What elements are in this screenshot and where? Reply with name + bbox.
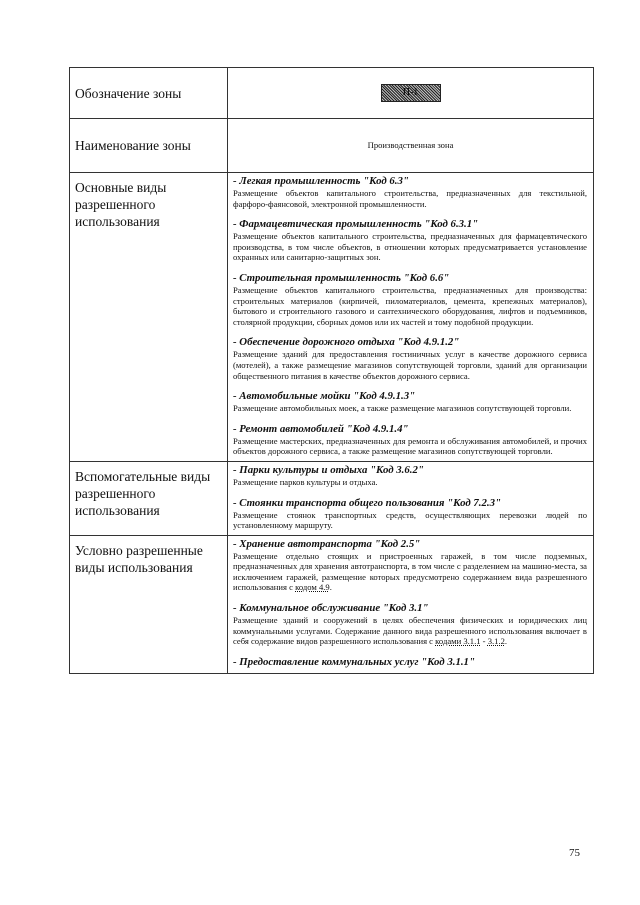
list-item (233, 390, 587, 414)
use-title: - Легкая промышленность "Код 6.3" (233, 175, 409, 187)
aux-uses-row (70, 461, 594, 535)
zone-name-label: Наименование зоны (70, 119, 228, 173)
sentence-end: . (504, 636, 508, 647)
aux-uses-cell (228, 461, 594, 535)
main-uses-row (70, 173, 594, 462)
use-description: Размещение объектов капитального строительства, предназначенных для фармацевтического производства, в том числе объектов, в отношении которых предусматривается установление охранных или санитарно-защитных зон. (233, 231, 587, 263)
use-description: Размещение стоянок транспортных средств, осуществляющих перевозки людей по установленному маршруту. (233, 509, 587, 531)
code-link[interactable]: 3.1.2 (487, 636, 505, 647)
list-item (233, 464, 587, 488)
use-title: - Строительная промышленность "Код 6.6" (233, 271, 450, 284)
use-title: - Обеспечение дорожного отдыха "Код 4.9.1.2" (233, 336, 460, 349)
use-description: Размещение автомобильных моек, а также размещение магазинов сопутствующей торговли. (233, 403, 572, 414)
sentence-end: . (329, 582, 332, 593)
use-title: - Парки культуры и отдыха "Код 3.6.2" (233, 463, 424, 476)
use-description-text: Размещение отдельно стоящих и пристроенных гаражей, в том числе подземных, предназначенных для хранения автотранспорта, в том числе с разделением на машино-места, за исключением гаражей, размещение которых предусмотрено содержанием вида разрешенного использования с (233, 550, 587, 593)
zone-name-row (70, 119, 594, 173)
use-description: Размещение объектов капитального строительства, предназначенных для текстильной, фарфоро-фаянсовой, электронной промышленности. (233, 188, 587, 209)
list-item (233, 175, 587, 209)
use-description: Размещение зданий для предоставления гостиничных услуг в качестве дорожного сервиса (мотелей), а также размещение магазинов сопутствующей торговли, зданий для организации общественного питания в качестве объектов дорожного сервиса. (233, 349, 587, 381)
zone-regulation-table (69, 67, 594, 674)
zone-code-row (70, 68, 594, 119)
cond-uses-label: Условно разрешенные виды использования (70, 535, 228, 673)
use-description: Размещение мастерских, предназначенных для ремонта и обслуживания автомобилей, и прочих объектов дорожного сервиса, а также размещение магазинов сопутствующей торговли. (233, 435, 587, 457)
use-description: Размещение парков культуры и отдыха. (233, 476, 378, 487)
zone-code-badge: П-1 (381, 84, 441, 102)
code-link[interactable]: кодом 4.9 (295, 582, 330, 593)
zone-code-label: Обозначение зоны (70, 68, 228, 119)
use-title: - Автомобильные мойки "Код 4.9.1.3" (233, 390, 416, 403)
use-title: - Коммунальное обслуживание "Код 3.1" (233, 602, 429, 615)
list-item (233, 218, 587, 263)
list-item (233, 423, 587, 457)
page-number: 75 (569, 847, 580, 859)
use-description-text: Размещение зданий и сооружений в целях обеспечения физических и юридических лиц коммунальными услугами. Содержание данного вида разрешенного использования включает в себя содержание видов разрешенного использования с (233, 615, 587, 647)
use-title: - Стоянки транспорта общего пользования "Код 7.2.3" (233, 496, 501, 509)
list-item (233, 602, 587, 647)
zone-name-value: Производственная зона (228, 119, 594, 173)
use-title: - Предоставление коммунальных услуг "Код 3.1.1" (233, 655, 475, 668)
use-title: - Хранение автотранспорта "Код 2.5" (233, 537, 421, 550)
list-item (233, 272, 587, 327)
list-item (233, 656, 587, 669)
code-link[interactable]: кодами 3.1.1 (435, 636, 481, 647)
aux-uses-label: Вспомогательные виды разрешенного использования (70, 461, 228, 535)
use-description: Размещение объектов капитального строительства, предназначенных для производства: строительных материалов (кирпичей, пиломатериалов, цемента, крепежных материалов), бытового и строительного газового и сантехнического оборудования, лифтов и подъемников, столярной продукции, сборных домов или их частей и тому подобной продукции. (233, 284, 587, 327)
range-separator: - (480, 636, 488, 647)
zone-code-cell (228, 68, 594, 119)
use-description (233, 615, 587, 647)
cond-uses-cell (228, 535, 594, 673)
use-description (233, 551, 587, 593)
main-uses-cell (228, 173, 594, 462)
use-title: - Фармацевтическая промышленность "Код 6.3.1" (233, 218, 479, 231)
cond-uses-row (70, 535, 594, 673)
list-item (233, 538, 587, 593)
use-title: - Ремонт автомобилей "Код 4.9.1.4" (233, 422, 409, 435)
list-item (233, 336, 587, 381)
list-item (233, 497, 587, 531)
main-uses-label: Основные виды разрешенного использования (70, 173, 228, 462)
